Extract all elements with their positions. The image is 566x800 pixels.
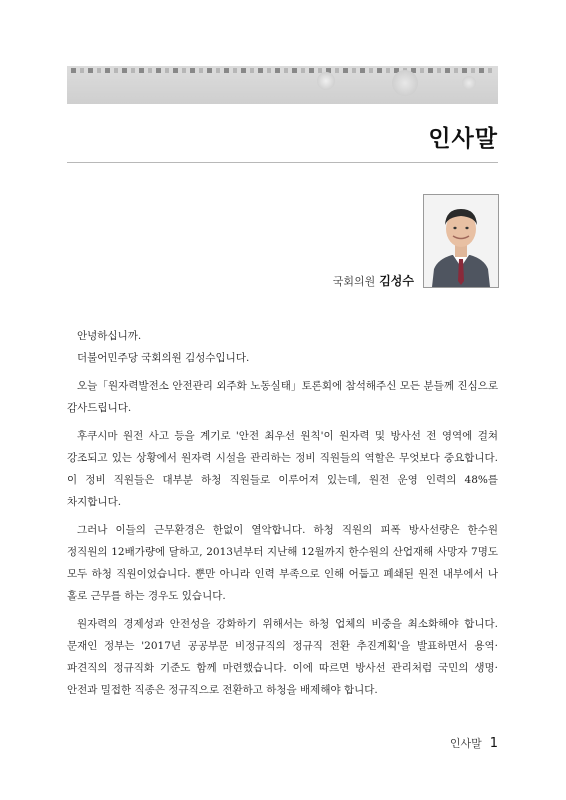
decorative-circle (317, 72, 335, 90)
page-number: 1 (489, 736, 498, 751)
paragraph (67, 519, 498, 607)
author-role: 국회의원 (332, 275, 376, 288)
paragraph-text: 안녕하십니까. (77, 330, 142, 342)
paragraph (67, 375, 498, 419)
page-footer (450, 735, 498, 751)
portrait-photo (423, 194, 499, 288)
decorative-circle (392, 70, 418, 96)
paragraph (67, 325, 498, 347)
portrait-illustration (424, 195, 498, 287)
paragraph-text: 그러나 이들의 근무환경은 한없이 열악합니다. 하청 직원의 피폭 방사선량은 한수원 정직원의 12배가량에 달하고, 2013년부터 지난해 12월까지 한수원의 산업재해 사망자 7명도 모두 하청 직원이었습니다. 뿐만 아니라 인력 부족으로 인해 어둡고 폐쇄된 원전 내부에서 나 홀로 근무를 하는 경우도 있습니다. (67, 524, 498, 602)
paragraph-text: 원자력의 경제성과 안전성을 강화하기 위해서는 하청 업체의 비중을 최소화해야 합니다. 문재인 정부는 '2017년 공공부문 비정규직의 정규직 전환 추진계획'을 발표하면서 용역·파견직의 정규직화 기준도 함께 마련했습니다. 이에 따르면 방사선 관리처럼 국민의 생명·안전과 밀접한 직종은 정규직으로 전환하고 하청을 배제해야 합니다. (67, 618, 498, 696)
title-divider (67, 162, 498, 163)
paragraph-text: 더불어민주당 국회의원 김성수입니다. (77, 352, 250, 364)
author-name: 김성수 (379, 274, 414, 288)
decorative-dot-strip (71, 68, 494, 73)
paragraph-text: 오늘「원자력발전소 안전관리 외주화 노동실태」토론회에 참석해주신 모든 분들께 진심으로 감사드립니다. (67, 380, 498, 414)
paragraph (67, 613, 498, 701)
paragraph-text: 후쿠시마 원전 사고 등을 계기로 '안전 최우선 원칙'이 원자력 및 방사선 전 영역에 걸쳐 강조되고 있는 상황에서 원자력 시설을 관리하는 정비 직원들의 역할은 무엇보다 중요합니다. 이 정비 직원들은 대부분 하청 직원들로 이루어져 있는데, 원전 운영 인력의 48%를 차지합니다. (67, 430, 498, 508)
footer-section: 인사말 (449, 737, 482, 750)
paragraph (67, 347, 498, 369)
header-banner (67, 66, 498, 104)
decorative-circle (462, 76, 476, 90)
paragraph (67, 425, 498, 513)
page-title: 인사말 (428, 126, 498, 152)
author-byline (333, 272, 414, 289)
greeting-body (67, 325, 498, 707)
